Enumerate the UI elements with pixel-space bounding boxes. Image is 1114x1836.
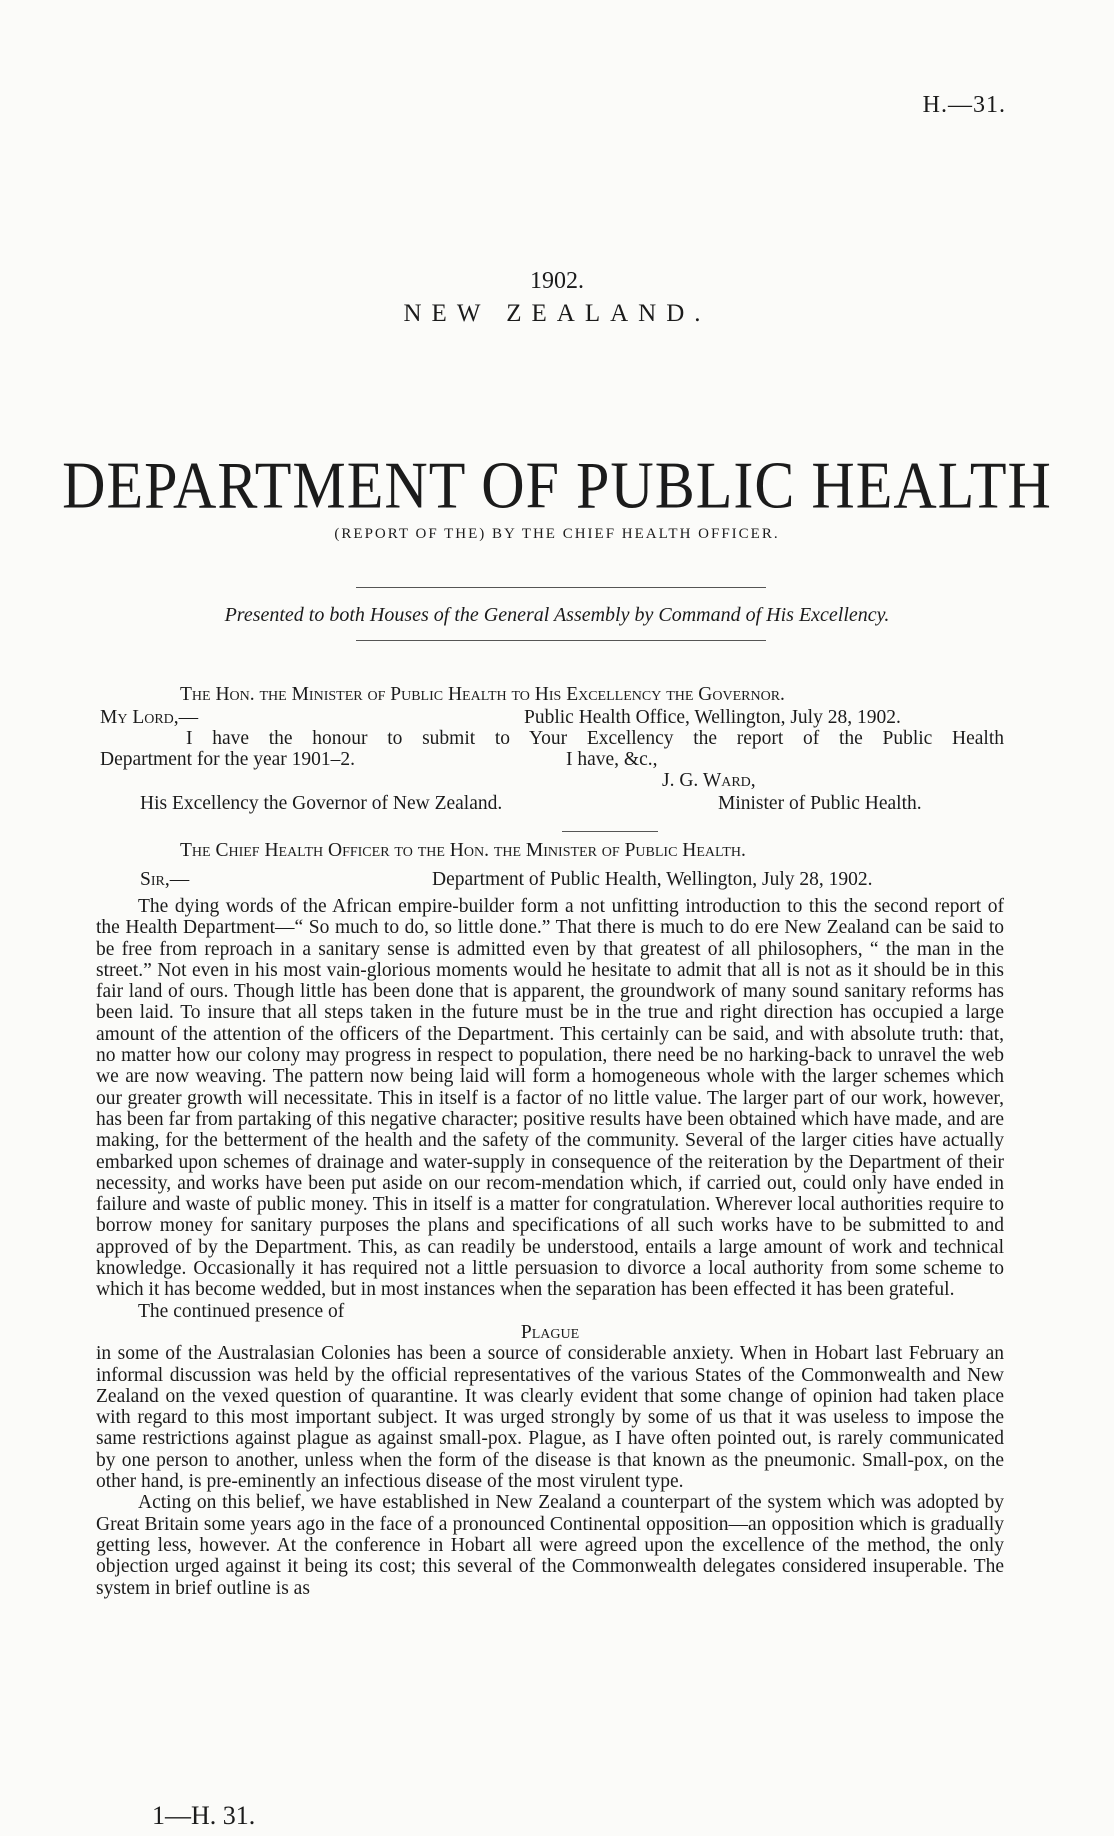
report-subtitle: (REPORT OF THE) BY THE CHIEF HEALTH OFFICER.: [334, 526, 780, 542]
paragraph-system: Acting on this belief, we have established in New Zealand a counterpart of the system which was adopted by Great Britain some years ago in the face of a pronounced Continental opposition—an opposition which is gradually getting less, however. At the conference in Hobart all were agreed upon the excellence of the method, the only objection urged against it being its cost; this several of the Commonwealth delegates considered insuperable. The system in brief outline is as: [96, 1492, 1004, 1599]
letter1-body-line2: Department for the year 1901–2.: [100, 749, 356, 770]
letter1-signatory-title: Minister of Public Health.: [718, 793, 922, 814]
letter1-signatory: J. G. Ward,: [662, 770, 756, 791]
divider-letters: [562, 831, 658, 832]
letter1-address: Public Health Office, Wellington, July 28, 1902.: [524, 707, 901, 728]
paragraph-plague: in some of the Australasian Colonies has been a source of considerable anxiety. When in Hobart last February an informal discussion was held by the official representatives of the various States of the Commonwealth and New Zealand on the vexed question of quarantine. It was clearly evident that some change of opinion had taken place with regard to this most important subject. It was urged strongly by some of us that it was useless to impose the same restrictions against plague as against small-pox. Plague, as I have often pointed out, is rarely communicated by one person to another, unless when the form of the disease is that known as the pneumonic. Small-pox, on the other hand, is pre-eminently an infectious disease of the most virulent type.: [96, 1343, 1004, 1493]
plague-heading: Plague: [520, 1321, 580, 1343]
letter1-body-line1: I have the honour to submit to Your Excellency the report of the Public Health: [186, 728, 1004, 749]
country-heading: NEW ZEALAND.: [403, 300, 711, 327]
letter1-salutation: My Lord,—: [100, 707, 199, 728]
letter2-salutation: Sir,—: [140, 869, 190, 890]
report-title: DEPARTMENT OF PUBLIC HEALTH: [62, 448, 1052, 522]
paragraph-african-builder: The dying words of the African empire-builder form a not unfitting introduction to this the second report of the Health Department—“ So much to do, so little done.” That there is much to do ere New Zealand can be said to be free from reproach in a sanitary sense is admitted even by that greatest of all philosophers, “ the man in the street.” Not even in his most vain-glorious moments would he hesitate to admit that all is not as it should be in this fair land of ours. Though little has been done that is apparent, the groundwork of many sound sanitary reforms has been laid. To insure that all steps taken in the future must be in the true and right direction has occupied a large amount of the attention of the officers of the Department. This certainly can be said, and with absolute truth: that, no matter how our colony may progress in respect to population, there need be no harking-back to unravel the web we are now weaving. The pattern now being laid will form a homogeneous whole with the larger schemes which our greater growth will necessitate. This in itself is a factor of no little value. The larger part of our work, however, has been far from partaking of this negative character; positive results have been obtained which have made, and are making, for the betterment of the health and the safety of the community. Several of the larger cities have actually embarked upon schemes of drainage and water-supply in consequence of the reiteration by the Department of their necessity, and works have been put aside on our recom-mendation which, if carried out, could only have ended in failure and waste of public money. This in itself is a matter for congratulation. Wherever local authorities require to borrow money for sanitary purposes the plans and specifications of all such works have to be submitted to and approved of by the Department. This, as can readily be understood, entails a large amount of work and technical knowledge. Occasionally it has required not a little persuasion to divorce a local authority from some scheme to which it has become wedded, but in most instances when the separation has been effected it has been grateful.: [96, 896, 1005, 1301]
divider-bottom: [356, 640, 766, 641]
paragraph-continued-presence: The continued presence of: [138, 1300, 345, 1322]
page-identifier: H.—31.: [922, 92, 1006, 118]
letter1-addressee: The Hon. the Minister of Public Health to His Excellency the Governor.: [180, 684, 785, 705]
report-body: [96, 896, 1004, 1599]
publication-year: 1902.: [530, 268, 584, 294]
divider-top: [356, 587, 766, 588]
presentation-note: Presented to both Houses of the General Assembly by Command of His Excellency.: [224, 604, 890, 626]
letter1-recipient: His Excellency the Governor of New Zealand.: [140, 793, 503, 814]
letter2-addressee: The Chief Health Officer to the Hon. the Minister of Public Health.: [180, 840, 746, 861]
letter1-closing: I have, &c.,: [566, 749, 658, 770]
signature-mark: 1—H. 31.: [152, 1801, 256, 1830]
letter2-address: Department of Public Health, Wellington, July 28, 1902.: [432, 869, 873, 890]
